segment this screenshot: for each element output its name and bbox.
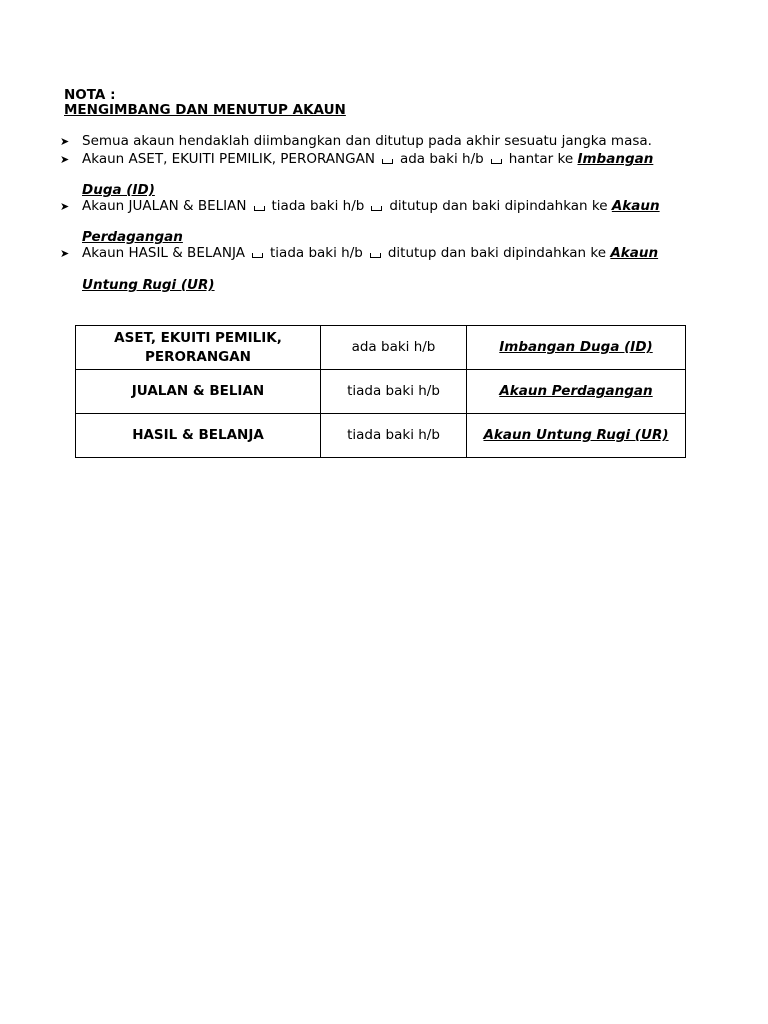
note-title: NOTA :	[64, 87, 116, 103]
arrow-bullet-icon: ➤	[60, 153, 70, 166]
summary-table	[75, 325, 686, 458]
arrow-bullet-icon: ➤	[60, 247, 70, 260]
account-cell: HASIL & BELANJA	[76, 414, 321, 458]
destination-cell: Akaun Perdagangan	[467, 370, 686, 414]
bullet-text: ditutup dan baki dipindahkan ke	[389, 198, 608, 214]
bullet-text: ada baki h/b	[399, 151, 484, 167]
table-row	[76, 414, 686, 458]
account-cell: ASET, EKUITI PEMILIK, PERORANGAN	[76, 326, 321, 370]
bullet-item-3	[60, 198, 660, 215]
bullet-item-1	[60, 133, 652, 150]
destination-cell: Imbangan Duga (ID)	[467, 326, 686, 370]
space-marker-icon	[371, 206, 382, 211]
table-row	[76, 370, 686, 414]
bullet-text: ditutup dan baki dipindahkan ke	[387, 245, 607, 261]
destination-link: Akaun	[611, 198, 660, 214]
bullet-continuation	[82, 229, 183, 245]
destination-link: Perdagangan	[82, 229, 183, 245]
balance-cell: ada baki h/b	[321, 326, 467, 370]
balance-cell: tiada baki h/b	[321, 414, 467, 458]
account-cell: JUALAN & BELIAN	[76, 370, 321, 414]
destination-link: Akaun	[610, 245, 659, 261]
space-marker-icon	[491, 159, 502, 164]
note-subtitle: MENGIMBANG DAN MENUTUP AKAUN	[64, 102, 346, 118]
space-marker-icon	[382, 159, 393, 164]
destination-link: Untung Rugi (UR)	[82, 277, 215, 293]
table-row	[76, 326, 686, 370]
space-marker-icon	[254, 206, 265, 211]
bullet-continuation	[82, 277, 215, 293]
destination-link: Imbangan	[577, 151, 654, 167]
bullet-text: Akaun JUALAN & BELIAN	[82, 198, 247, 214]
bullet-text: Semua akaun hendaklah diimbangkan dan ditutup pada akhir sesuatu jangka masa.	[82, 133, 652, 149]
bullet-item-4	[60, 245, 658, 262]
bullet-item-2	[60, 151, 653, 168]
bullet-text: Akaun HASIL & BELANJA	[82, 245, 245, 261]
balance-cell: tiada baki h/b	[321, 370, 467, 414]
space-marker-icon	[370, 253, 381, 258]
bullet-text: hantar ke	[508, 151, 574, 167]
destination-link: Duga (ID)	[82, 182, 155, 198]
bullet-text: Akaun ASET, EKUITI PEMILIK, PERORANGAN	[82, 151, 375, 167]
space-marker-icon	[252, 253, 263, 258]
bullet-text: tiada baki h/b	[270, 245, 363, 261]
bullet-text: tiada baki h/b	[271, 198, 365, 214]
arrow-bullet-icon: ➤	[60, 135, 70, 148]
arrow-bullet-icon: ➤	[60, 200, 70, 213]
bullet-continuation	[82, 182, 155, 198]
destination-cell: Akaun Untung Rugi (UR)	[467, 414, 686, 458]
